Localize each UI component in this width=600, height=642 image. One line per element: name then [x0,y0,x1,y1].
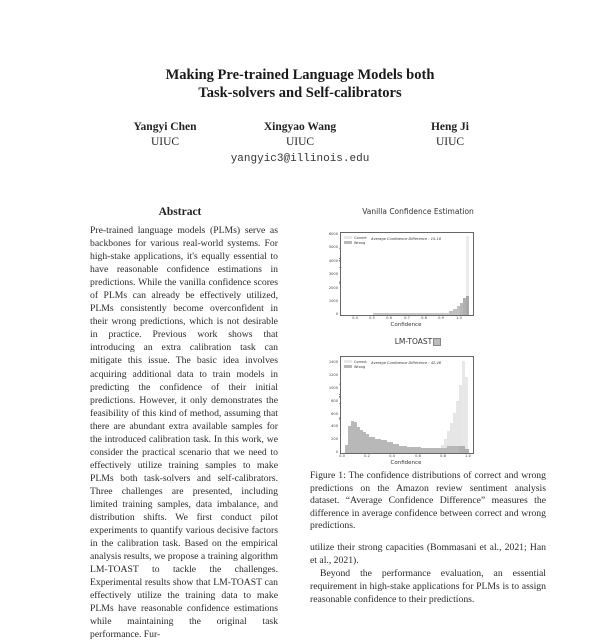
chart-annotation: Average Confidence Difference : 42.46 [371,361,442,365]
x-tick: 0.8 [421,316,427,320]
y-tick: 1400 [328,360,338,364]
author-name: Xingyao Wang [263,121,337,133]
author-name: Heng Ji [430,121,469,133]
chart-title: Vanilla Confidence Estimation [362,207,474,216]
x-tick: 1.0 [465,454,471,458]
bar-correct [465,377,468,453]
legend-label: Wrong [354,364,366,369]
y-tick: 6000 [328,232,338,236]
y-tick: 0 [335,312,338,316]
y-tick: 5000 [328,245,338,249]
legend-swatch-wrong [344,241,352,244]
bar-wrong [421,448,435,453]
legend-swatch-correct [344,236,352,239]
y-tick: 800 [331,399,338,403]
chart-legend [344,359,367,369]
bar-wrong-peak [466,296,469,315]
chart-legend [344,235,367,245]
chart-vanilla [318,207,518,332]
author-2 [250,120,350,150]
author-1 [115,120,215,150]
x-tick: 0.4 [352,316,358,320]
legend-label: Correct [354,235,367,240]
y-tick: 1000 [328,386,338,390]
plot-area [340,232,474,316]
x-tick: 0.5 [369,316,375,320]
author-name: Yangyi Chen [133,121,197,133]
author-3 [410,120,490,150]
paper-title [0,66,600,102]
paragraph: Beyond the performance evaluation, an essential requirement in high-stake applications for PLMs is to assign reasonable confidence to their predictions. [310,568,546,605]
x-tick: 0.4 [389,454,395,458]
y-tick: 600 [331,412,338,416]
bar-wrong [399,446,407,453]
title-line-2: Task-solvers and Self-calibrators [198,85,402,101]
x-tick: 1.0 [456,316,462,320]
legend-label: Correct [354,359,367,364]
x-tick: 0.7 [404,316,410,320]
legend-swatch-wrong [344,365,352,368]
author-affiliation: UIUC [150,136,180,148]
chart-title-text: LM-TOAST [394,337,433,346]
author-affiliation: UIUC [285,136,315,148]
x-axis-label: Confidence [390,322,422,328]
bar-wrong [447,446,459,453]
plot-area [340,356,474,454]
chart-lm-toast [318,337,518,467]
y-tick: 1200 [328,373,338,377]
body-text [310,541,546,606]
abstract-heading: Abstract [158,206,202,218]
author-affiliation: UIUC [435,136,465,148]
bar-wrong [435,448,447,453]
y-tick: 3000 [328,272,338,276]
x-axis-label: Confidence [390,460,422,466]
paragraph: utilize their strong capacities (Bommasani et al., 2021; Han et al., 2021). [310,542,546,566]
x-tick: 0.6 [415,454,421,458]
chart-title [318,337,518,346]
y-tick: 0 [335,450,338,454]
legend-label: Wrong [354,240,366,245]
y-tick: 1000 [328,299,338,303]
x-tick: 0.0 [339,454,345,458]
x-tick: 0.6 [386,316,392,320]
x-tick: 0.8 [440,454,446,458]
x-tick: 0.9 [438,316,444,320]
y-tick: 400 [331,424,338,428]
y-tick: 2000 [328,286,338,290]
abstract-body: Pre-trained language models (PLMs) serve as backbones for various real-world systems. For high-stake applications, it's equally essential to have reasonable confidence estimations in predictions. While the vanilla confidence scores of PLMs can already be effectively utilized, PLMs consistently become overconfident in their wrong predictions, which is not desirable in practice. Previous work shows that introducing an extra calibration task can mitigate this issue. The basic idea involves acquiring additional data to train models in predicting the confidence of their initial predictions. However, it only demonstrates the feasibility of this kind of method, assuming that there are abundant extra available samples for the introduced calibration task. In this work, we consider the practical scenario that we need to effectively utilize training samples to make PLMs both task-solvers and self-calibrators. Three challenges are presented, including limited training samples, data imbalance, and distribution shifts. We first conduct pilot experiments to quantify various decisive factors in the calibration task. Based on the empirical analysis results, we propose a training algorithm LM-TOAST to tackle the challenges. Experimental results show that LM-TOAST can effectively utilize the training data to make PLMs have reasonable confidence estimations while maintaining the original task performance. Fur- [90,225,278,641]
legend-swatch-correct [344,360,352,363]
bar-wrong [407,447,421,453]
chart-annotation: Average Confidence Difference : 15.18 [371,237,442,241]
y-tick: 4000 [328,259,338,263]
x-tick: 0.2 [364,454,370,458]
author-email: yangyic3@illinois.edu [230,153,370,165]
y-tick: 200 [331,437,338,441]
title-line-1: Making Pre-trained Language Models both [165,67,435,83]
toast-icon [433,338,441,346]
bar-wrong [465,449,469,453]
figure-caption: Figure 1: The confidence distributions of correct and wrong predictions on the Amazon review sentiment analysis dataset. “Average Confidence Difference” measures the difference in average confidence between correct and wrong predictions. [310,470,546,531]
